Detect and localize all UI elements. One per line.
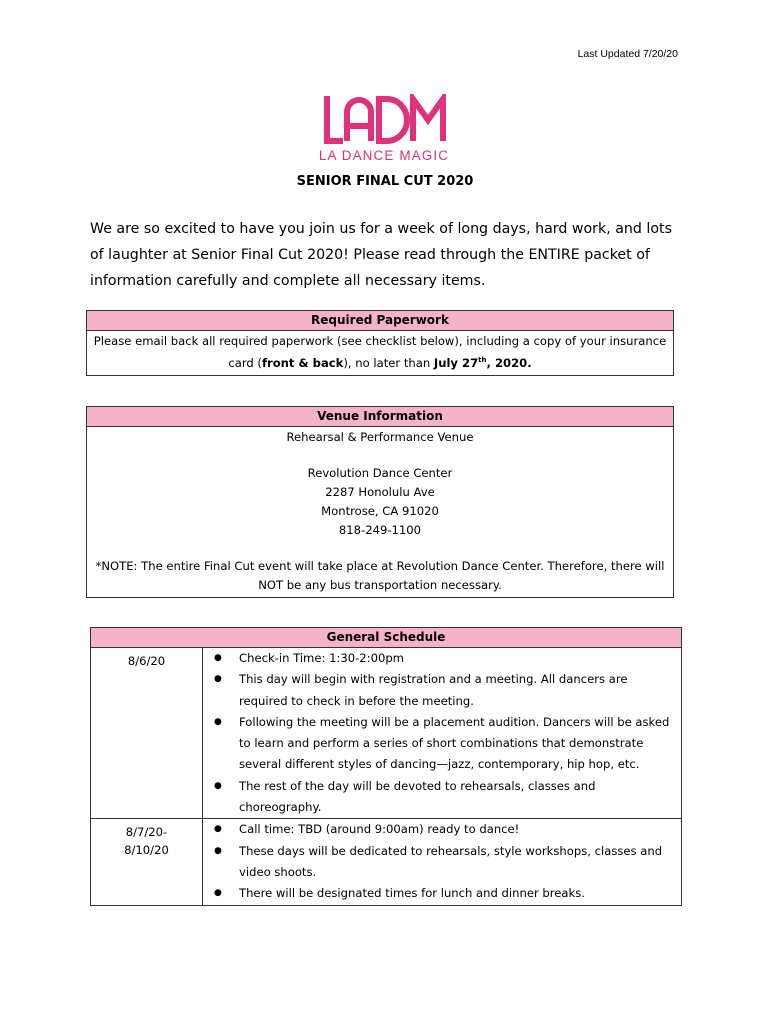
schedule-item: ● There will be designated times for lunch and dinner breaks.: [203, 883, 673, 904]
document-title: SENIOR FINAL CUT 2020: [296, 174, 474, 189]
venue-city: Montrose, CA 91020: [321, 504, 439, 518]
schedule-item: ● These days will be dedicated to rehearsals, style workshops, classes and video shoots.: [203, 841, 673, 884]
venue-phone: 818-249-1100: [338, 523, 422, 537]
schedule-item: ● Call time: TBD (around 9:00am) ready to dance!: [203, 819, 673, 840]
schedule-item: ● The rest of the day will be devoted to rehearsals, classes and choreography.: [203, 776, 673, 819]
venue-subtitle: Rehearsal & Performance Venue: [286, 430, 474, 444]
schedule-items: [203, 819, 681, 904]
schedule-row: [91, 648, 681, 818]
ladm-logo-mark: [321, 94, 447, 146]
required-paperwork-header: Required Paperwork: [87, 311, 673, 331]
venue-note: *NOTE: The entire Final Cut event will take place at Revolution Dance Center. Therefore, there will NOT be any bus transportation necessary.: [95, 559, 665, 592]
general-schedule-table: [90, 627, 682, 906]
required-paperwork-text: Please email back all required paperwork (see checklist below), including a copy of your insurance card (front & back), no later than July 27th, 2020.: [93, 334, 667, 370]
logo-subtitle: LA DANCE MAGIC: [318, 148, 450, 163]
required-paperwork-box: [86, 310, 674, 376]
schedule-date: 8/6/20: [91, 648, 203, 818]
schedule-date: 8/7/20- 8/10/20: [91, 819, 203, 904]
schedule-item: ● This day will begin with registration and a meeting. All dancers are required to check in before the meeting.: [203, 669, 673, 712]
intro-paragraph: We are so excited to have you join us for a week of long days, hard work, and lots of laughter at Senior Final Cut 2020! Please read through the ENTIRE packet of information carefully and complete all necessary items.: [90, 221, 672, 289]
schedule-item: ● Following the meeting will be a placement audition. Dancers will be asked to learn and perform a series of short combinations that demonstrate several different styles of dancing—jazz, contemporary, hip hop, etc.: [203, 712, 673, 776]
venue-information-header: Venue Information: [87, 407, 673, 427]
venue-street: 2287 Honolulu Ave: [325, 485, 435, 499]
venue-information-box: [86, 406, 674, 598]
venue-name: Revolution Dance Center: [307, 466, 453, 480]
schedule-row: [91, 818, 681, 904]
general-schedule-header: General Schedule: [91, 628, 681, 648]
ladm-logo: [318, 94, 450, 163]
schedule-items: [203, 648, 681, 818]
schedule-item: ● Check-in Time: 1:30-2:00pm: [203, 648, 673, 669]
last-updated-date: Last Updated 7/20/20: [577, 48, 678, 60]
